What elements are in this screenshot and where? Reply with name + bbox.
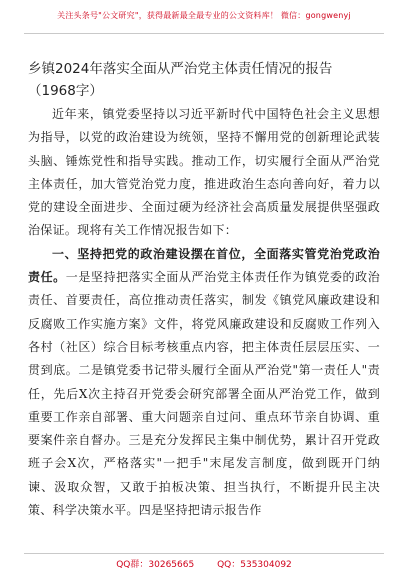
document-body [28, 103, 380, 522]
footer [0, 557, 408, 570]
footer-qq-group[interactable]: QQ群：30265665 [116, 560, 195, 570]
top-banner[interactable]: 关注头条号"公文研究"，获得最新最全最专业的公文资料库！ 微信：gongwenyj [57, 11, 351, 20]
intro-paragraph: 近年来，镇党委坚持以习近平新时代中国特色社会主义思想为指导，以党的政治建设为统领，坚持不懈用党的创新理论武装头脑、锤炼党性和指导实践。推动工作，切实履行全面从严治党主体责任，加大管党治党力度，推进政治生态向善向好，着力以党的建设全面进步、全面过硬为经济社会高质量发展提供坚强政治保证。现将有关工作情况报告如下： [28, 107, 380, 238]
document-title: 乡镇2024年落实全面从严治党主体责任情况的报告（1968字） [28, 61, 333, 99]
footer-qq[interactable]: QQ：535304092 [217, 560, 292, 570]
section1-paragraph [28, 243, 380, 523]
bottom-divider [24, 553, 384, 554]
section1-heading: 一、坚持把党的政治建设摆在首位，全面落实管党治党政治责任。 [28, 246, 380, 285]
section1-body: 一是坚持把落实全面从严治党主体责任作为镇党委的政治责任、首要责任，高位推动责任落实，制发《镇党风廉政建设和反腐败工作实施方案》文件，将党风廉政建设和反腐败工作列入各村（社区）综合目标考核重点内容，把主体责任层层压实、一贯到底。二是镇党委书记带头履行全面从严治党"第一责任人"责任，先后X次主持召开党委会研究部署全面从严治党工作，做到重要工作亲自部署、重大问题亲自过问、重点环节亲自协调、重要案件亲自督办。三是充分发挥民主集中制优势，累计召开党政班子会X次，严格落实"一把手"末尾发言制度，做到既开门纳谏、汲取众智，又敢于拍板决策、担当执行，不断提升民主决策、科学决策水平。四是坚持把请示报告作 [28, 270, 380, 518]
top-divider [24, 33, 384, 34]
